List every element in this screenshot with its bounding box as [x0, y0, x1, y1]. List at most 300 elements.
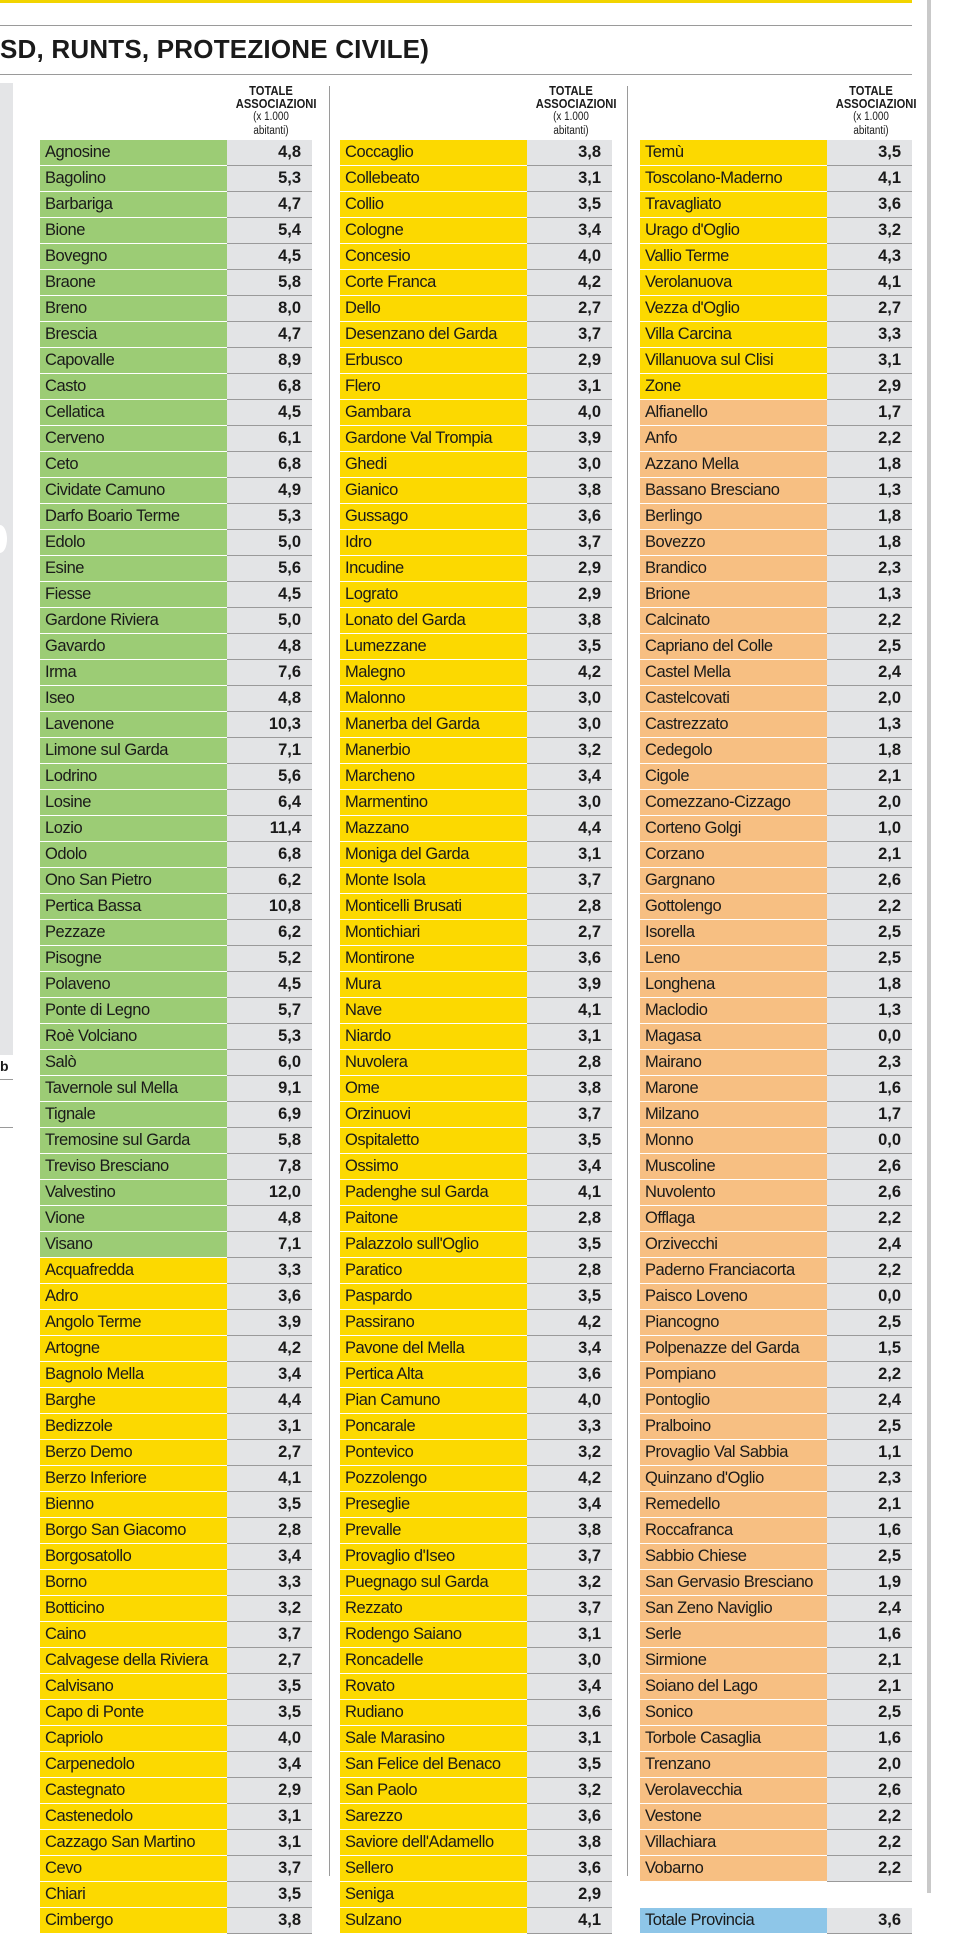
associations-value: 3,6 [527, 1700, 612, 1726]
associations-value: 3,6 [527, 504, 612, 530]
municipality-name: Roncadelle [340, 1648, 527, 1673]
table-row [340, 1050, 612, 1076]
municipality-name: Longhena [640, 972, 827, 997]
table-row [640, 920, 912, 946]
municipality-name: Rovato [340, 1674, 527, 1699]
total-row [640, 1908, 912, 1934]
table-row [40, 608, 312, 634]
municipality-name: Ome [340, 1076, 527, 1101]
table-row [640, 244, 912, 270]
table-row [340, 1778, 612, 1804]
associations-value: 1,6 [827, 1726, 912, 1752]
table-row [640, 1856, 912, 1882]
municipality-name: Vallio Terme [640, 244, 827, 269]
municipality-name: Comezzano-Cizzago [640, 790, 827, 815]
associations-value: 3,7 [527, 322, 612, 348]
table-row [40, 270, 312, 296]
associations-value: 2,8 [527, 1258, 612, 1284]
associations-value: 2,7 [527, 920, 612, 946]
associations-value: 3,8 [527, 1076, 612, 1102]
associations-value: 3,4 [227, 1362, 312, 1388]
table-row [40, 582, 312, 608]
table-row [40, 1050, 312, 1076]
table-row [340, 1414, 612, 1440]
associations-value: 7,1 [227, 738, 312, 764]
table-row [40, 1778, 312, 1804]
associations-value: 4,1 [527, 998, 612, 1024]
municipality-name: Nuvolera [340, 1050, 527, 1075]
municipality-name: Montirone [340, 946, 527, 971]
table-row [640, 1570, 912, 1596]
municipality-name: Ceto [40, 452, 227, 477]
table-row [340, 426, 612, 452]
municipality-name: Niardo [340, 1024, 527, 1049]
associations-value: 2,3 [827, 556, 912, 582]
municipality-name: Corteno Golgi [640, 816, 827, 841]
associations-value: 5,6 [227, 764, 312, 790]
municipality-name: Toscolano-Maderno [640, 166, 827, 191]
left-panel-strip [0, 83, 13, 1055]
municipality-name: Maclodio [640, 998, 827, 1023]
associations-value: 3,5 [527, 1284, 612, 1310]
table-row [640, 192, 912, 218]
municipality-name: Borgosatollo [40, 1544, 227, 1569]
table-row [340, 478, 612, 504]
table-row [640, 374, 912, 400]
table-row [40, 1882, 312, 1908]
municipality-name: Verolavecchia [640, 1778, 827, 1803]
associations-value: 2,9 [527, 582, 612, 608]
municipality-name: Pozzolengo [340, 1466, 527, 1491]
table-row [40, 1856, 312, 1882]
associations-value: 1,8 [827, 972, 912, 998]
table-row [640, 1804, 912, 1830]
table-column-1 [40, 83, 317, 1934]
column-header-text [535, 83, 617, 137]
municipality-name: Carpenedolo [40, 1752, 227, 1777]
table-row [340, 920, 612, 946]
associations-value: 2,8 [227, 1518, 312, 1544]
municipality-name: Limone sul Garda [40, 738, 227, 763]
municipality-name: Muscoline [640, 1154, 827, 1179]
municipality-name: Berzo Inferiore [40, 1466, 227, 1491]
table-row [340, 1674, 612, 1700]
table-row [640, 738, 912, 764]
municipality-name: Botticino [40, 1596, 227, 1621]
associations-value: 6,0 [227, 1050, 312, 1076]
table-row [640, 270, 912, 296]
municipality-name: Malegno [340, 660, 527, 685]
associations-value: 1,8 [827, 504, 912, 530]
municipality-name: Berzo Demo [40, 1440, 227, 1465]
municipality-name: Polpenazze del Garda [640, 1336, 827, 1361]
municipality-name: Villachiara [640, 1830, 827, 1855]
municipality-name: Cazzago San Martino [40, 1830, 227, 1855]
table-row [640, 582, 912, 608]
municipality-name: Travagliato [640, 192, 827, 217]
table-row [340, 998, 612, 1024]
associations-value: 4,2 [527, 1310, 612, 1336]
table-row [40, 634, 312, 660]
municipality-name: Vestone [640, 1804, 827, 1829]
associations-value: 2,2 [827, 608, 912, 634]
municipality-name: Moniga del Garda [340, 842, 527, 867]
column-separator [627, 86, 628, 1876]
table-row [340, 270, 612, 296]
municipality-name: Losine [40, 790, 227, 815]
municipality-name: Valvestino [40, 1180, 227, 1205]
municipality-name: Piancogno [640, 1310, 827, 1335]
associations-value: 4,1 [527, 1180, 612, 1206]
table-row [40, 1752, 312, 1778]
associations-value: 3,0 [527, 790, 612, 816]
table-row [640, 764, 912, 790]
municipality-name: Provaglio Val Sabbia [640, 1440, 827, 1465]
municipality-name: Mura [340, 972, 527, 997]
associations-value: 3,2 [527, 1778, 612, 1804]
associations-value: 4,8 [227, 1206, 312, 1232]
header-line-associazioni: ASSOCIAZIONI [535, 96, 617, 111]
municipality-name: Palazzolo sull'Oglio [340, 1232, 527, 1257]
table-row [640, 1362, 912, 1388]
table-row [640, 296, 912, 322]
table-row [340, 1232, 612, 1258]
column-header-text [235, 83, 317, 137]
associations-value: 4,5 [227, 582, 312, 608]
associations-value: 5,0 [227, 530, 312, 556]
municipality-name: Visano [40, 1232, 227, 1257]
associations-value: 2,9 [527, 348, 612, 374]
table-row [640, 1102, 912, 1128]
municipality-name: Lodrino [40, 764, 227, 789]
municipality-name: Offlaga [640, 1206, 827, 1231]
associations-value: 3,1 [527, 842, 612, 868]
table-row [40, 1024, 312, 1050]
associations-value: 1,6 [827, 1518, 912, 1544]
table-row [340, 452, 612, 478]
municipality-name: San Zeno Naviglio [640, 1596, 827, 1621]
associations-value: 2,7 [227, 1440, 312, 1466]
municipality-name: Temù [640, 140, 827, 165]
table-column-3 [640, 83, 917, 1934]
municipality-name: Vobarno [640, 1856, 827, 1881]
associations-value: 4,7 [227, 322, 312, 348]
table-row [640, 1232, 912, 1258]
table-row [340, 1622, 612, 1648]
table-row [640, 946, 912, 972]
table-row [40, 1414, 312, 1440]
municipality-name: Brescia [40, 322, 227, 347]
municipality-name: Montichiari [340, 920, 527, 945]
associations-value: 3,9 [527, 426, 612, 452]
associations-value: 3,6 [227, 1284, 312, 1310]
associations-value: 8,9 [227, 348, 312, 374]
table-row [640, 348, 912, 374]
associations-value: 3,1 [527, 166, 612, 192]
table-row [40, 920, 312, 946]
associations-value: 4,8 [227, 686, 312, 712]
municipality-name: Calvisano [40, 1674, 227, 1699]
table-row [340, 166, 612, 192]
table-row [40, 1206, 312, 1232]
table-row [640, 1700, 912, 1726]
top-accent-rule [0, 0, 912, 3]
table-row [40, 1284, 312, 1310]
table-row [640, 1492, 912, 1518]
associations-value: 3,8 [527, 478, 612, 504]
municipality-name: Ospitaletto [340, 1128, 527, 1153]
table-row [640, 140, 912, 166]
table-row [40, 166, 312, 192]
associations-value: 2,7 [227, 1648, 312, 1674]
table-row [640, 816, 912, 842]
table-row [40, 530, 312, 556]
associations-value: 2,4 [827, 660, 912, 686]
table-row [640, 1622, 912, 1648]
table-row [640, 1258, 912, 1284]
table-row [340, 1154, 612, 1180]
municipality-name: Desenzano del Garda [340, 322, 527, 347]
associations-value: 3,7 [527, 1102, 612, 1128]
municipality-name: Rezzato [340, 1596, 527, 1621]
column-header-text [835, 83, 917, 137]
table-row [40, 400, 312, 426]
municipality-name: Pezzaze [40, 920, 227, 945]
municipality-name: Iseo [40, 686, 227, 711]
table-row [40, 738, 312, 764]
associations-value: 4,4 [227, 1388, 312, 1414]
associations-value: 3,5 [227, 1674, 312, 1700]
table-row [640, 556, 912, 582]
table-row [40, 894, 312, 920]
municipality-name: Esine [40, 556, 227, 581]
municipality-name: Castrezzato [640, 712, 827, 737]
associations-value: 2,2 [827, 1856, 912, 1882]
associations-value: 2,9 [527, 556, 612, 582]
associations-value: 3,4 [527, 1674, 612, 1700]
municipality-name: Bione [40, 218, 227, 243]
associations-value: 6,2 [227, 868, 312, 894]
municipality-name: Tremosine sul Garda [40, 1128, 227, 1153]
table-row [40, 1076, 312, 1102]
municipality-name: Caino [40, 1622, 227, 1647]
table-row [340, 556, 612, 582]
table-row [40, 296, 312, 322]
municipality-name: Edolo [40, 530, 227, 555]
left-divider-2 [0, 1127, 13, 1128]
table-row [340, 608, 612, 634]
municipality-name: Vezza d'Oglio [640, 296, 827, 321]
municipality-name: Alfianello [640, 400, 827, 425]
municipality-name: Sulzano [340, 1908, 527, 1933]
municipality-name: Sale Marasino [340, 1726, 527, 1751]
associations-value: 3,5 [227, 1700, 312, 1726]
table-row [640, 1206, 912, 1232]
table-row [40, 712, 312, 738]
municipality-name: Passirano [340, 1310, 527, 1335]
associations-value: 2,1 [827, 1674, 912, 1700]
associations-value: 3,5 [227, 1492, 312, 1518]
associations-value: 3,6 [527, 1856, 612, 1882]
municipality-name: Ghedi [340, 452, 527, 477]
municipality-name: Corte Franca [340, 270, 527, 295]
associations-value: 2,7 [527, 296, 612, 322]
table-row [640, 608, 912, 634]
table-row [40, 556, 312, 582]
associations-value: 1,6 [827, 1076, 912, 1102]
municipality-name: Calcinato [640, 608, 827, 633]
associations-value: 9,1 [227, 1076, 312, 1102]
table-row [340, 1752, 612, 1778]
municipality-name: Azzano Mella [640, 452, 827, 477]
associations-value: 3,7 [527, 530, 612, 556]
table-row [640, 972, 912, 998]
associations-value: 6,4 [227, 790, 312, 816]
municipality-name: Orzinuovi [340, 1102, 527, 1127]
municipality-name: Villa Carcina [640, 322, 827, 347]
municipality-name: Trenzano [640, 1752, 827, 1777]
municipality-name: Collebeato [340, 166, 527, 191]
municipality-name: Bagnolo Mella [40, 1362, 227, 1387]
table-row [40, 1596, 312, 1622]
associations-value: 3,8 [527, 1518, 612, 1544]
table-row [640, 998, 912, 1024]
table-row [40, 374, 312, 400]
associations-value: 1,3 [827, 582, 912, 608]
associations-value: 1,3 [827, 998, 912, 1024]
table-row [640, 1180, 912, 1206]
table-row [340, 1648, 612, 1674]
associations-value: 3,7 [527, 1544, 612, 1570]
municipality-name: San Gervasio Bresciano [640, 1570, 827, 1595]
municipality-name: Cellatica [40, 400, 227, 425]
table-row [640, 1752, 912, 1778]
municipality-name: Mazzano [340, 816, 527, 841]
municipality-name: Sarezzo [340, 1804, 527, 1829]
municipality-name: Isorella [640, 920, 827, 945]
municipality-name: Incudine [340, 556, 527, 581]
associations-value: 3,2 [527, 738, 612, 764]
associations-value: 4,2 [527, 1466, 612, 1492]
municipality-name: Brione [640, 582, 827, 607]
associations-value: 1,1 [827, 1440, 912, 1466]
associations-value: 3,8 [227, 1908, 312, 1934]
associations-value: 10,3 [227, 712, 312, 738]
municipality-name: Castegnato [40, 1778, 227, 1803]
associations-value: 5,8 [227, 270, 312, 296]
associations-value: 2,8 [527, 1206, 612, 1232]
associations-value: 2,4 [827, 1596, 912, 1622]
table-row [340, 1388, 612, 1414]
municipality-name: Bovegno [40, 244, 227, 269]
table-row [340, 1570, 612, 1596]
municipality-name: Castenedolo [40, 1804, 227, 1829]
associations-value: 4,0 [227, 1726, 312, 1752]
municipality-name: Brandico [640, 556, 827, 581]
municipality-name: Gargnano [640, 868, 827, 893]
table-row [340, 1466, 612, 1492]
associations-value: 3,0 [527, 686, 612, 712]
municipality-name: Poncarale [340, 1414, 527, 1439]
table-row [340, 1856, 612, 1882]
municipality-name: Lograto [340, 582, 527, 607]
column-header [640, 83, 917, 137]
municipality-name: Preseglie [340, 1492, 527, 1517]
associations-value: 6,8 [227, 452, 312, 478]
associations-value: 2,2 [827, 1830, 912, 1856]
associations-value: 0,0 [827, 1024, 912, 1050]
table-row [340, 322, 612, 348]
header-line-unit: (x 1.000 abitanti) [253, 111, 289, 137]
table-row [40, 1648, 312, 1674]
table-row [340, 1830, 612, 1856]
associations-value: 3,7 [227, 1856, 312, 1882]
table-row [340, 946, 612, 972]
associations-value: 2,5 [827, 1414, 912, 1440]
header-line-unit: (x 1.000 abitanti) [853, 111, 889, 137]
associations-value: 2,1 [827, 842, 912, 868]
left-text-fragment: b [0, 1058, 9, 1074]
table-row [40, 478, 312, 504]
table-row [340, 764, 612, 790]
associations-value: 3,6 [527, 946, 612, 972]
table-row [640, 1388, 912, 1414]
table-row [640, 1024, 912, 1050]
associations-value: 3,5 [527, 1752, 612, 1778]
municipality-name: Paderno Franciacorta [640, 1258, 827, 1283]
municipality-name: Pertica Bassa [40, 894, 227, 919]
column-separator [329, 86, 330, 1876]
associations-value: 5,4 [227, 218, 312, 244]
associations-value: 6,9 [227, 1102, 312, 1128]
table-row [340, 244, 612, 270]
municipality-name: Ponte di Legno [40, 998, 227, 1023]
table-row [40, 816, 312, 842]
associations-value: 2,4 [827, 1388, 912, 1414]
table-row [340, 1102, 612, 1128]
municipality-name: Cologne [340, 218, 527, 243]
associations-value: 2,5 [827, 946, 912, 972]
table-row [340, 634, 612, 660]
associations-value: 2,8 [527, 1050, 612, 1076]
associations-value: 2,5 [827, 1700, 912, 1726]
associations-value: 4,5 [227, 400, 312, 426]
municipality-name: Idro [340, 530, 527, 555]
table-row [340, 816, 612, 842]
table-row [40, 322, 312, 348]
associations-value: 2,1 [827, 764, 912, 790]
associations-value: 3,0 [527, 452, 612, 478]
table-column-2 [340, 83, 617, 1934]
table-row [640, 1310, 912, 1336]
municipality-name: Urago d'Oglio [640, 218, 827, 243]
table-rows [640, 140, 912, 1934]
municipality-name: Gardone Riviera [40, 608, 227, 633]
municipality-name: Capriano del Colle [640, 634, 827, 659]
associations-value: 3,4 [527, 1154, 612, 1180]
municipality-name: Monticelli Brusati [340, 894, 527, 919]
associations-value: 4,2 [527, 270, 612, 296]
associations-value: 3,7 [527, 868, 612, 894]
associations-value: 2,6 [827, 1778, 912, 1804]
associations-value: 3,8 [527, 608, 612, 634]
associations-value: 3,7 [527, 1596, 612, 1622]
table-row [40, 790, 312, 816]
municipality-name: Vione [40, 1206, 227, 1231]
table-row [340, 738, 612, 764]
associations-value: 3,3 [527, 1414, 612, 1440]
table-row [40, 1544, 312, 1570]
